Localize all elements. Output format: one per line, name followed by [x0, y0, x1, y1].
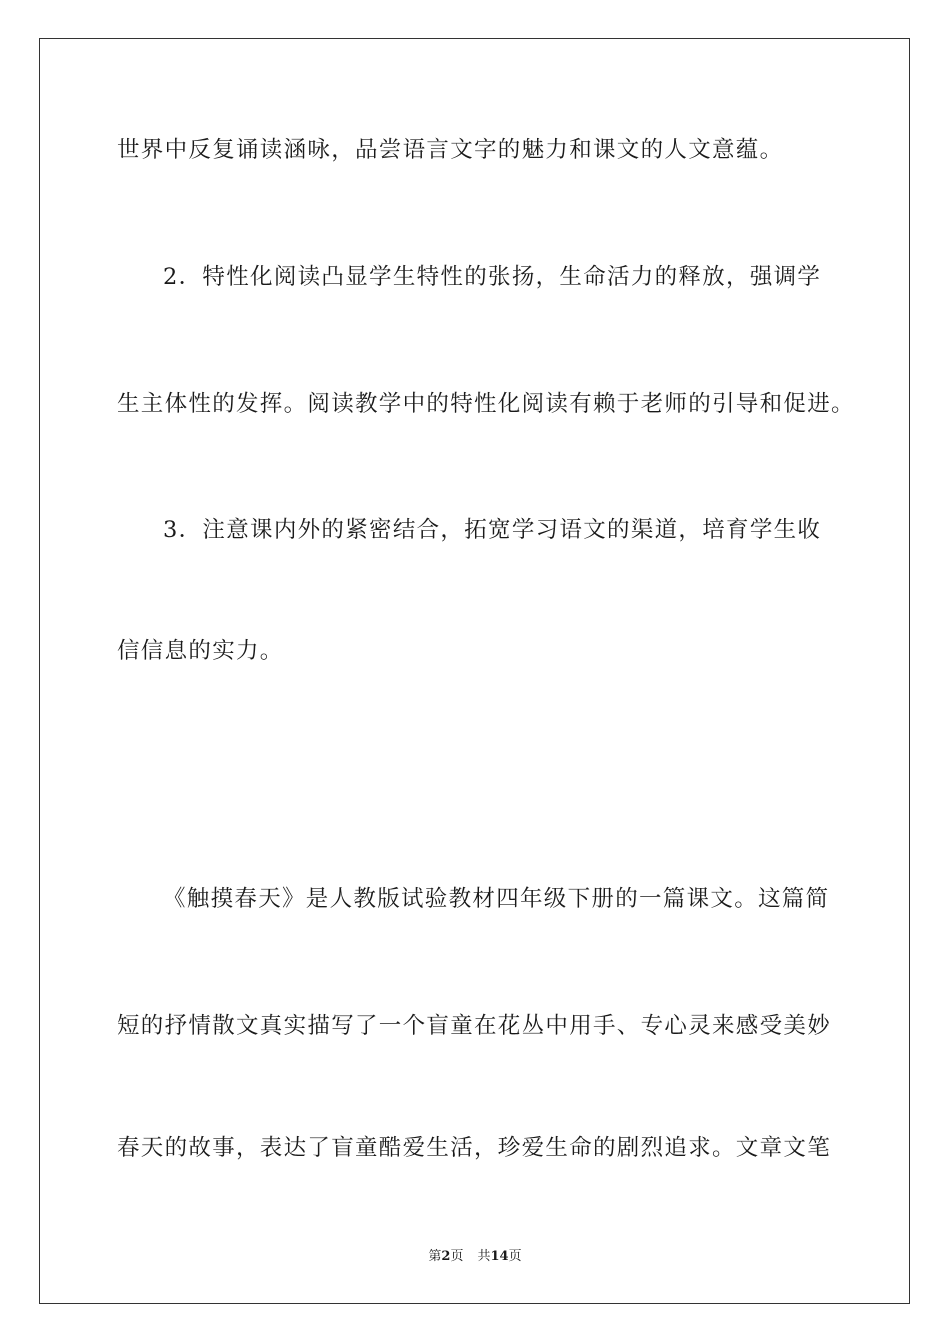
- page-footer: [0, 1248, 950, 1266]
- text-line-2: 2．特性化阅读凸显学生特性的张扬，生命活力的释放，强调学: [163, 264, 822, 290]
- page-prefix: 第: [428, 1249, 442, 1264]
- total-pages: 14: [490, 1249, 509, 1264]
- text-line-6: 《触摸春天》是人教版试验教材四年级下册的一篇课文。这篇简: [163, 886, 830, 912]
- text-line-8: 春天的故事，表达了盲童酷爱生活，珍爱生命的剧烈追求。文章文笔: [117, 1135, 832, 1161]
- page-border: [39, 38, 910, 1304]
- total-prefix: 共: [477, 1249, 491, 1264]
- text-line-5: 信信息的实力。: [117, 638, 284, 664]
- text-line-3: 生主体性的发挥。阅读教学中的特性化阅读有赖于老师的引导和促进。: [117, 391, 855, 417]
- text-line-7: 短的抒情散文真实描写了一个盲童在花丛中用手、专心灵来感受美妙: [117, 1013, 832, 1039]
- text-line-4: 3．注意课内外的紧密结合，拓宽学习语文的渠道，培育学生收: [163, 517, 822, 543]
- page-number: 2: [441, 1249, 451, 1264]
- text-line-1: 世界中反复诵读涵咏，品尝语言文字的魅力和课文的人文意蕴。: [117, 137, 784, 163]
- page-suffix: 页: [450, 1249, 464, 1264]
- total-suffix: 页: [508, 1249, 522, 1264]
